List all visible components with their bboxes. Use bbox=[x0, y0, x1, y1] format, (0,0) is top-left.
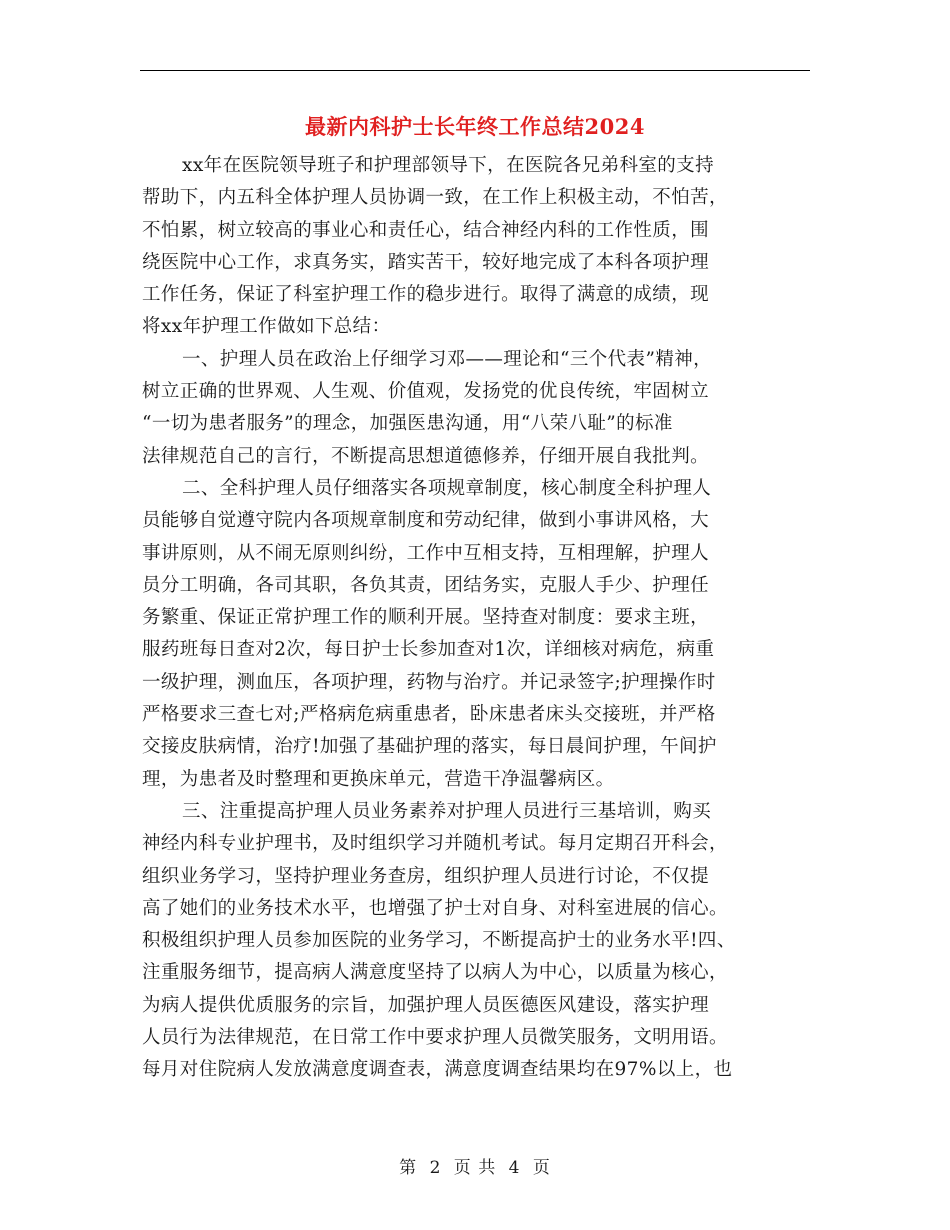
text-line: 为病人提供优质服务的宗旨，加强护理人员医德医风建设，落实护理 bbox=[142, 994, 710, 1016]
footer-suffix: 页 bbox=[532, 1158, 551, 1178]
document-title: 最新内科护士长年终工作总结2024 bbox=[305, 114, 645, 139]
page-footer bbox=[0, 1153, 950, 1178]
text-line: 每月对住院病人发放满意度调查表，满意度调查结果均在97%以上，也 bbox=[142, 1059, 733, 1081]
text-line: 不怕累，树立较高的事业心和责任心，结合神经内科的工作性质，围 bbox=[142, 219, 710, 241]
text-line: 工作任务，保证了科室护理工作的稳步进行。取得了满意的成绩，现 bbox=[142, 284, 710, 306]
text-line: 高了她们的业务技术水平，也增强了护士对自身、对科室进展的信心。 bbox=[142, 897, 728, 919]
footer-mid: 页 共 bbox=[453, 1158, 497, 1178]
text-line: 注重服务细节，提高病人满意度坚持了以病人为中心，以质量为核心， bbox=[142, 962, 728, 984]
text-line: “一切为患者服务”的理念，加强医患沟通，用“八荣八耻”的标准 bbox=[142, 413, 673, 435]
header-rule bbox=[140, 70, 810, 71]
text-line: 员分工明确，各司其职，各负其责，团结务实，克服人手少、护理任 bbox=[142, 574, 710, 596]
text-line: 服药班每日查对2次，每日护士长参加查对1次，详细核对病危，病重 bbox=[142, 639, 715, 661]
text-line: 员能够自觉遵守院内各项规章制度和劳动纪律，做到小事讲风格，大 bbox=[142, 510, 710, 532]
text-line: 树立正确的世界观、人生观、价值观，发扬党的优良传统，牢固树立 bbox=[142, 381, 710, 403]
text-line: 理，为患者及时整理和更换床单元，营造干净温馨病区。 bbox=[142, 768, 615, 790]
text-line: 交接皮肤病情，治疗!加强了基础护理的落实，每日晨间护理，午间护 bbox=[142, 736, 717, 758]
text-line: 绕医院中心工作，求真务实，踏实苦干，较好地完成了本科各项护理 bbox=[142, 251, 710, 273]
text-line: 一级护理，测血压，各项护理，药物与治疗。并记录签字;护理操作时 bbox=[142, 671, 716, 693]
text-line: 法律规范自己的言行，不断提高思想道德修养，仔细开展自我批判。 bbox=[142, 445, 710, 467]
text-line: 一、护理人员在政治上仔细学习邓——理论和“三个代表”精神， bbox=[182, 348, 713, 370]
text-line: 神经内科专业护理书，及时组织学习并随机考试。每月定期召开科会， bbox=[142, 833, 728, 855]
footer-page-number: 2 bbox=[429, 1158, 442, 1178]
document-body bbox=[142, 150, 810, 1087]
text-line: 务繁重、保证正常护理工作的顺利开展。坚持查对制度：要求主班， bbox=[142, 607, 710, 629]
text-line: 帮助下，内五科全体护理人员协调一致，在工作上积极主动，不怕苦， bbox=[142, 187, 728, 209]
text-line: 组织业务学习，坚持护理业务查房，组织护理人员进行讨论，不仅提 bbox=[142, 865, 710, 887]
text-line: 三、注重提高护理人员业务素养对护理人员进行三基培训，购买 bbox=[182, 800, 712, 822]
text-line: 人员行为法律规范，在日常工作中要求护理人员微笑服务，文明用语。 bbox=[142, 1027, 728, 1049]
text-line: xx年在医院领导班子和护理部领导下，在医院各兄弟科室的支持 bbox=[182, 155, 714, 176]
text-line: 严格要求三查七对;严格病危病重患者，卧床患者床头交接班，并严格 bbox=[142, 704, 716, 726]
text-line: 二、全科护理人员仔细落实各项规章制度，核心制度全科护理人 bbox=[182, 477, 712, 499]
footer-prefix: 第 bbox=[399, 1158, 418, 1178]
text-line: 将xx年护理工作做如下总结： bbox=[142, 316, 391, 338]
text-line: 积极组织护理人员参加医院的业务学习，不断提高护士的业务水平!四、 bbox=[142, 930, 736, 952]
footer-total-pages: 4 bbox=[508, 1158, 521, 1178]
text-line: 事讲原则，从不闹无原则纠纷，工作中互相支持，互相理解，护理人 bbox=[142, 542, 710, 564]
